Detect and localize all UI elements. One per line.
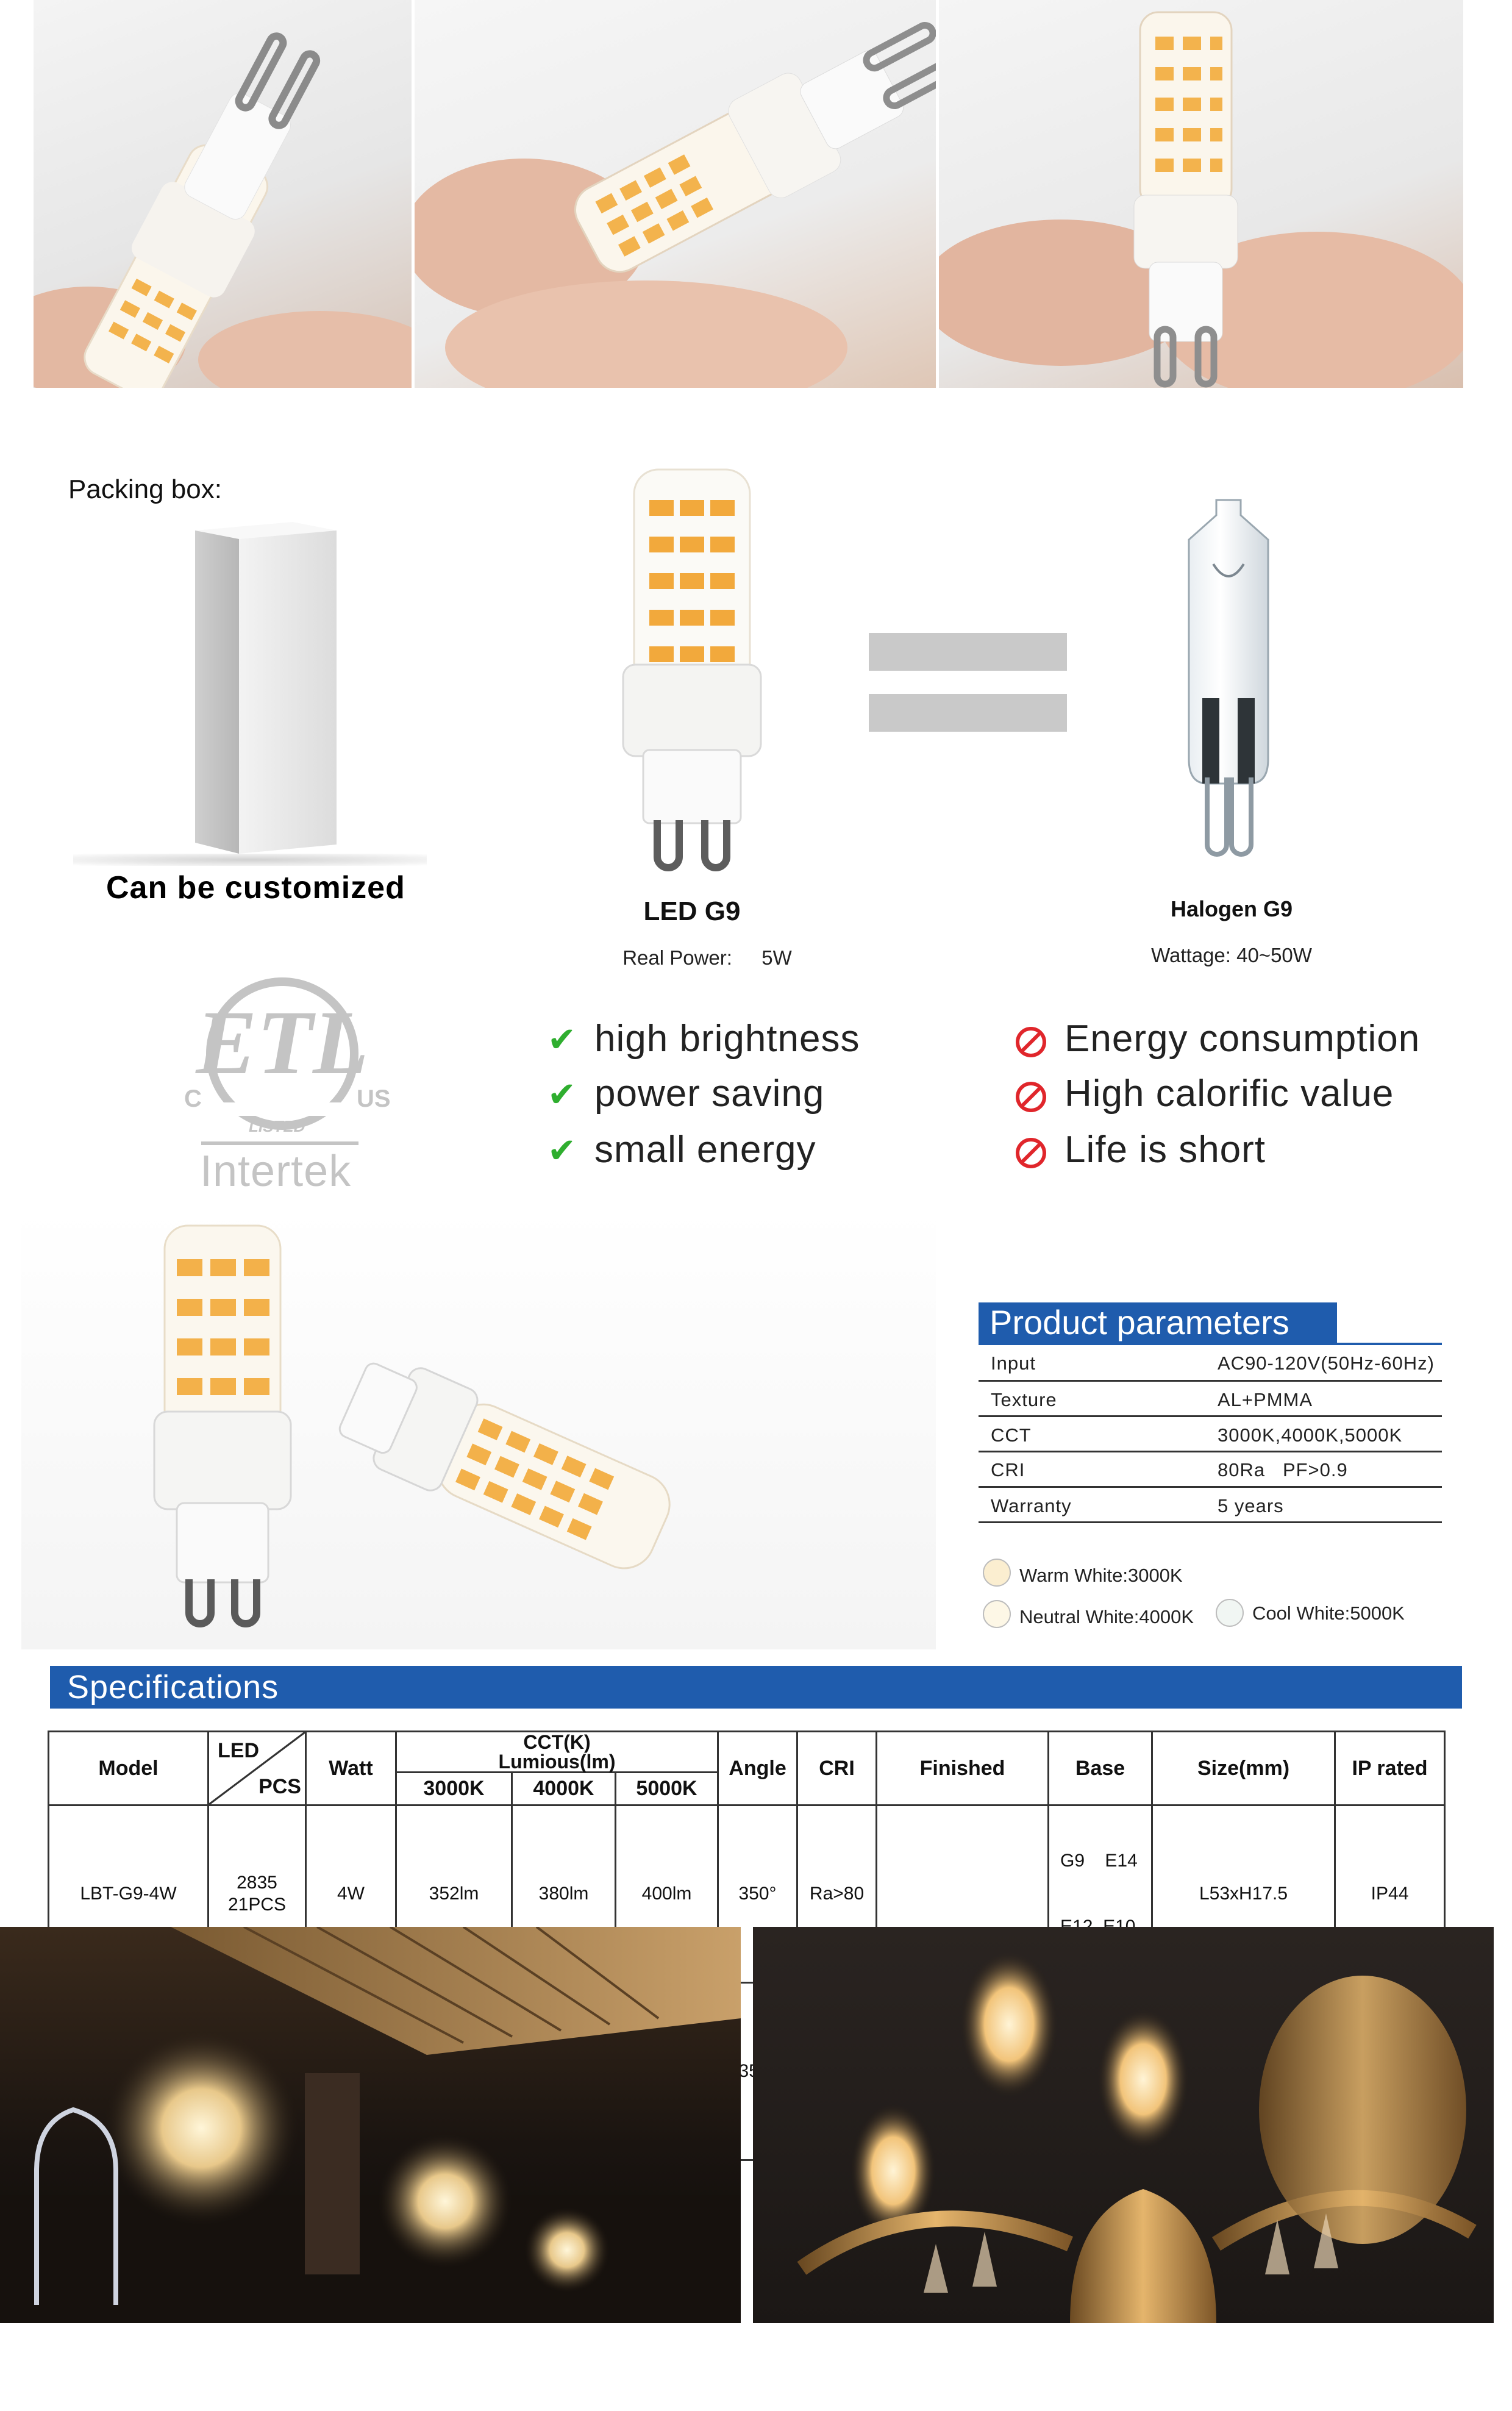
param-value: 5 years	[1218, 1495, 1284, 1516]
intertek-label: Intertek	[200, 1147, 352, 1196]
neutral-white-label: Neutral White:4000K	[1019, 1606, 1194, 1627]
cool-white-swatch	[1216, 1599, 1244, 1627]
led-g9-bulb-image	[616, 463, 768, 878]
cell-watt: 4W	[306, 1806, 396, 1983]
cell-angle: 350°	[718, 1806, 797, 1983]
cell-base-line: G9 E14	[1060, 1851, 1138, 1871]
param-row-cri	[979, 1452, 1442, 1487]
header-model: Model	[49, 1732, 209, 1806]
header-base: Base	[1049, 1732, 1152, 1806]
param-value: AL+PMMA	[1218, 1389, 1313, 1410]
header-5000k: 5000K	[616, 1773, 718, 1806]
packing-box-label: Packing box:	[68, 474, 222, 504]
feature-item: high brightness	[594, 1018, 860, 1060]
prohibited-icon	[1016, 1082, 1046, 1112]
svg-text:ETL: ETL	[196, 992, 369, 1093]
box-shadow	[73, 854, 427, 866]
header-led: LED	[218, 1739, 259, 1762]
prohibited-icon	[1016, 1027, 1046, 1057]
header-cct	[396, 1732, 718, 1773]
cell-led-pcs: 21PCS	[227, 1895, 287, 1915]
feature-item: small energy	[594, 1129, 816, 1171]
photo-hand-holding-bulb-1	[34, 0, 412, 388]
led-g9-title: LED G9	[643, 896, 741, 926]
param-key: CCT	[991, 1424, 1032, 1446]
cell-cri: Ra>80	[797, 1806, 877, 1983]
cell-lumen-3000k: 352lm	[396, 1806, 512, 1983]
header-watt: Watt	[306, 1732, 396, 1806]
etl-divider	[201, 1141, 358, 1145]
header-ip: IP rated	[1335, 1732, 1445, 1806]
prohibited-icon	[1016, 1138, 1046, 1168]
feature-item: power saving	[594, 1073, 825, 1115]
led-real-power-value: 5W	[761, 946, 792, 969]
drawback-item: Energy consumption	[1064, 1018, 1421, 1060]
drawback-item: Life is short	[1064, 1129, 1266, 1171]
param-value: AC90-120V(50Hz-60Hz)	[1218, 1352, 1435, 1374]
cell-lumen-4000k: 380lm	[512, 1806, 616, 1983]
cell-model: LBT-G9-4W	[49, 1806, 209, 1983]
check-icon: ✔	[547, 1075, 576, 1113]
header-led-pcs	[209, 1732, 306, 1806]
check-icon: ✔	[547, 1131, 576, 1170]
header-finished: Finished	[877, 1732, 1049, 1806]
warm-white-swatch	[983, 1559, 1011, 1587]
equals-sign-bottom	[869, 694, 1067, 732]
photo-hand-holding-bulb-3	[939, 0, 1463, 388]
param-bottom-rule	[979, 1521, 1442, 1523]
header-lumious-line: Lumious(lm)	[498, 1751, 616, 1773]
param-row-warranty	[979, 1488, 1442, 1523]
param-value: 80Ra PF>0.9	[1218, 1459, 1348, 1481]
customized-label: Can be customized	[106, 870, 405, 905]
param-key: Input	[991, 1352, 1036, 1374]
cool-white-label: Cool White:5000K	[1252, 1602, 1405, 1624]
param-row-texture	[979, 1382, 1442, 1416]
product-bulbs-photo	[21, 1210, 936, 1649]
crystal-chandelier-photo	[753, 1927, 1494, 2323]
header-3000k: 3000K	[396, 1773, 512, 1806]
param-row-input	[979, 1345, 1442, 1380]
packing-box-image	[183, 518, 354, 860]
halogen-g9-bulb-image	[1164, 497, 1293, 869]
halogen-g9-title: Halogen G9	[1170, 896, 1293, 921]
param-key: CRI	[991, 1459, 1025, 1481]
restaurant-chandelier-photo	[0, 1927, 741, 2323]
photo-hand-holding-bulb-2	[415, 0, 936, 388]
param-key: Warranty	[991, 1495, 1072, 1516]
check-icon: ✔	[547, 1020, 576, 1059]
header-cri: CRI	[797, 1732, 877, 1806]
cell-size: L53xH17.5	[1152, 1806, 1335, 1983]
header-pcs: PCS	[259, 1775, 301, 1799]
param-key: Texture	[991, 1389, 1057, 1410]
halogen-wattage: Wattage: 40~50W	[1151, 944, 1312, 966]
header-4000k: 4000K	[512, 1773, 616, 1806]
param-value: 3000K,4000K,5000K	[1218, 1424, 1403, 1446]
neutral-white-swatch	[983, 1600, 1011, 1628]
led-real-power-label: Real Power:	[622, 946, 732, 969]
equals-sign-top	[869, 633, 1067, 671]
product-parameters-title: Product parameters	[979, 1302, 1337, 1343]
param-row-cct	[979, 1417, 1442, 1452]
header-angle: Angle	[718, 1732, 797, 1806]
warm-white-label: Warm White:3000K	[1019, 1565, 1183, 1586]
drawback-item: High calorific value	[1064, 1073, 1394, 1115]
specifications-table	[48, 1731, 1444, 1915]
etl-us-label: US	[357, 1085, 391, 1112]
etl-listed-label: LISTED	[249, 1117, 305, 1135]
header-cct-line: CCT(K)	[523, 1731, 591, 1753]
etl-c-label: C	[184, 1085, 202, 1112]
header-size: Size(mm)	[1152, 1732, 1335, 1806]
cell-led-type: 2835	[237, 1873, 277, 1893]
specifications-title: Specifications	[50, 1666, 1462, 1709]
cell-ip: IP44	[1335, 1806, 1445, 1983]
cell-lumen-5000k: 400lm	[616, 1806, 718, 1983]
led-real-power	[573, 946, 841, 970]
